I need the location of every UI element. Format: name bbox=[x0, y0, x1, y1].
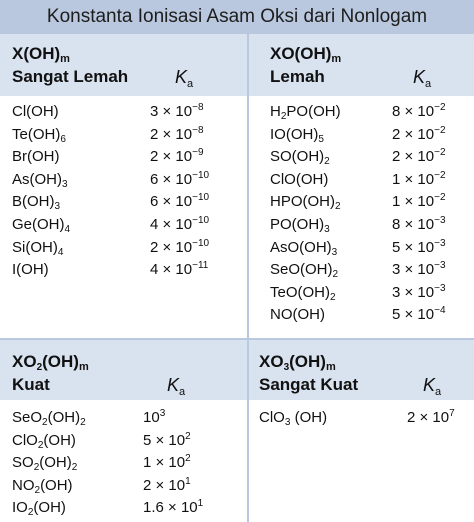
table-row bbox=[249, 213, 474, 236]
panel-strength: Sangat Lemah bbox=[12, 67, 129, 86]
table-row bbox=[0, 451, 247, 474]
table-row bbox=[0, 123, 247, 146]
ka-value: $2 \times 10^7$ bbox=[407, 408, 455, 426]
ka-header: $K_a$ bbox=[413, 67, 432, 90]
panel-formula: $XO_3(OH)m$ bbox=[259, 352, 336, 373]
acid-formula: $PO(OH)_3$ bbox=[270, 216, 330, 235]
panel-strong bbox=[0, 340, 247, 522]
panel-strength: Sangat Kuat bbox=[259, 375, 359, 394]
acid-formula: $HPO(OH)_2$ bbox=[270, 193, 341, 213]
acid-formula: $SO(OH)_2$ bbox=[270, 148, 330, 168]
acid-formula: ClO$_3$ (OH) bbox=[259, 409, 328, 428]
acid-formula: $Te(OH)_6$ bbox=[12, 125, 66, 145]
table-row bbox=[0, 100, 247, 123]
acid-formula: $IO_2(OH)$ bbox=[12, 499, 66, 519]
acid-formula: $As(OH)_3$ bbox=[12, 170, 68, 190]
ka-value: $5 \times 10^{-3}$ bbox=[392, 237, 446, 256]
panel-strength: Lemah bbox=[270, 67, 325, 86]
table-row bbox=[249, 145, 474, 168]
acid-formula: $IO(OH)_5$ bbox=[270, 125, 324, 145]
acid-formula: NO(OH) bbox=[270, 306, 325, 324]
acid-formula: $NO_2(OH)$ bbox=[12, 476, 73, 496]
acid-formula: $TeO(OH)_2$ bbox=[270, 283, 336, 303]
table-row bbox=[0, 429, 247, 452]
ka-header: $K_a$ bbox=[423, 375, 442, 398]
table-row bbox=[249, 123, 474, 146]
acid-formula: $SO_2(OH)_2$ bbox=[12, 454, 78, 474]
table-row bbox=[249, 406, 474, 429]
ka-header: $K_a$ bbox=[175, 67, 194, 90]
table-row bbox=[0, 406, 247, 429]
ka-value: $1 \times 10^{-2}$ bbox=[392, 169, 446, 188]
table-row bbox=[249, 168, 474, 191]
acid-formula: $AsO(OH)_3$ bbox=[270, 238, 338, 258]
acid-formula: Br(OH) bbox=[12, 148, 60, 166]
ka-value: $1 \times 10^2$ bbox=[143, 453, 191, 472]
ka-header: $K_a$ bbox=[167, 375, 186, 398]
ka-value: $4 \times 10^{-10}$ bbox=[150, 215, 210, 233]
section-weak bbox=[0, 34, 474, 338]
table-row bbox=[249, 236, 474, 259]
table-row bbox=[249, 281, 474, 304]
acid-formula: I(OH) bbox=[12, 261, 49, 279]
ka-value: $4 \times 10^{-11}$ bbox=[150, 260, 209, 279]
table-row bbox=[0, 236, 247, 259]
panel-very-strong bbox=[249, 340, 474, 522]
acid-formula: $Ge(OH)_4$ bbox=[12, 216, 71, 235]
ka-value: $2 \times 10^{-8}$ bbox=[150, 124, 204, 143]
acid-formula: $B(OH)_3$ bbox=[12, 193, 61, 213]
ka-value: $2 \times 10^{-2}$ bbox=[392, 147, 446, 166]
table-row bbox=[249, 100, 474, 123]
panel-formula: $XO_2(OH)m$ bbox=[12, 352, 89, 373]
acid-formula: ClO$_2$(OH) bbox=[12, 431, 76, 451]
panel-strength: Kuat bbox=[12, 375, 50, 394]
table-row bbox=[0, 168, 247, 191]
ka-value: $8 \times 10^{-2}$ bbox=[392, 102, 446, 120]
ka-value: $1.6 \times 10^1$ bbox=[143, 498, 204, 517]
table-row bbox=[0, 474, 247, 497]
table-row bbox=[249, 303, 474, 326]
table-row bbox=[0, 145, 247, 168]
table-row bbox=[249, 190, 474, 213]
panel-header bbox=[0, 34, 247, 96]
panel-formula: X(OH)m bbox=[12, 44, 70, 65]
panel-weak bbox=[249, 34, 474, 338]
ka-value: $8 \times 10^{-3}$ bbox=[392, 215, 446, 233]
ka-value: $2 \times 10^{-9}$ bbox=[150, 147, 204, 166]
panel-header bbox=[249, 340, 474, 400]
table-title: Konstanta Ionisasi Asam Oksi dari Nonlogam bbox=[0, 0, 474, 34]
acid-formula: $H_2PO(OH)$ bbox=[270, 103, 341, 122]
acid-formula: $SeO(OH)_2$ bbox=[270, 261, 339, 281]
ka-value: $2 \times 10^{-2}$ bbox=[392, 124, 446, 143]
section-strong bbox=[0, 340, 474, 522]
ka-value: $3 \times 10^{-8}$ bbox=[150, 102, 204, 120]
ka-value: $5 \times 10^{-4}$ bbox=[392, 305, 446, 324]
panel-formula: XO(OH)m bbox=[270, 44, 342, 65]
ka-value: $3 \times 10^{-3}$ bbox=[392, 282, 446, 301]
ka-value: $2 \times 10^1$ bbox=[143, 475, 191, 494]
panel-header bbox=[0, 340, 247, 400]
panel-header bbox=[249, 34, 474, 96]
table-row bbox=[0, 496, 247, 519]
acid-formula: ClO(OH) bbox=[270, 170, 329, 188]
table-row bbox=[0, 213, 247, 236]
table-row bbox=[0, 190, 247, 213]
ka-value: $6 \times 10^{-10}$ bbox=[150, 169, 210, 188]
panel-very-weak bbox=[0, 34, 247, 338]
ka-value: $3 \times 10^{-3}$ bbox=[392, 260, 446, 279]
acid-formula: $SeO_2(OH)_2$ bbox=[12, 409, 86, 428]
table-row bbox=[0, 258, 247, 281]
ka-value: $1 \times 10^{-2}$ bbox=[392, 192, 446, 211]
acid-formula: Cl(OH) bbox=[12, 103, 59, 120]
table-row bbox=[249, 258, 474, 281]
ka-value: $10^3$ bbox=[143, 408, 166, 426]
acid-formula: $Si(OH)_4$ bbox=[12, 238, 64, 258]
ka-value: $2 \times 10^{-10}$ bbox=[150, 237, 210, 256]
ka-value: $5 \times 10^2$ bbox=[143, 430, 191, 449]
ka-value: $6 \times 10^{-10}$ bbox=[150, 192, 210, 211]
